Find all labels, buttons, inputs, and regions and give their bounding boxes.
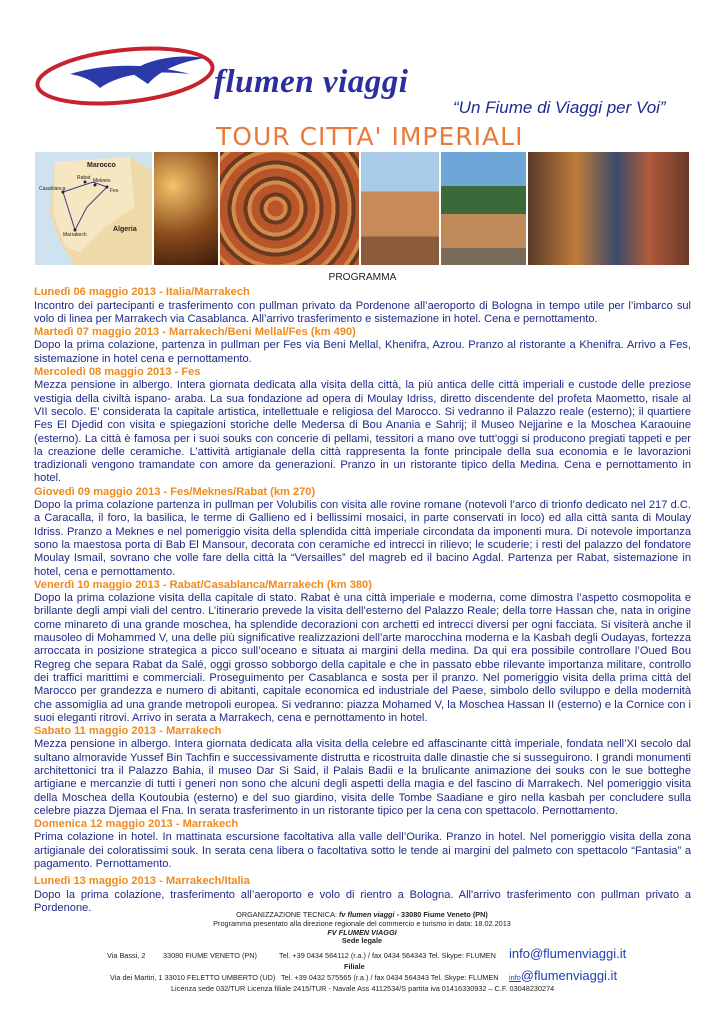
footer-org-suffix: - 33080 Fiume Veneto (PN) [394, 910, 488, 919]
day-heading: Lunedì 06 maggio 2013 - Italia/Marrakech [34, 286, 250, 299]
footer-programma: Programma presentato alla direzione regionale del commercio e turismo in data: 18.02.2013 [213, 918, 511, 928]
sede-addr: Via Bassi, 2 [107, 951, 146, 960]
map-label-fes: Fes [110, 188, 119, 194]
map-label-marrakech: Marrakech [63, 232, 87, 238]
filiale-addr: Via dei Martiri, 1 33010 FELETTO UMBERTO (UD) [110, 973, 276, 982]
day-text: Mezza pensione in albergo. Intera giornata dedicata alla visita della celebre ed affascinante città imperiale, fondata nell’XI secolo dal sultano almoravide Yussef Bin Tachfin e successivamente distrutta e ricostruita dalle dinastie che si susseguirono. I grandi monumenti architettonici tra il Palazzo Bahia, il museo Dar Si Said, il Palais Badii e la brulicante animazione dei souks con le sue botteghe artigiane e mercanzie di tutti i generi non sono che alcuni degli aspetti della magia e del fascino di Marrakech. Nel pomeriggio visita della Moschea della Koutoubia (esterno) e del suo giardino, visita delle Tombe Saadiane e giro nella kasbah per concludere sulla celebre piazza Djemaa el Fna. In serata trasferimento in un ristorante tipico per la cena con spettacolo. Pernottamento. [34, 738, 691, 817]
day-heading: Mercoledì 08 maggio 2013 - Fes [34, 366, 201, 379]
footer-sede-label [0, 937, 724, 946]
filiale-email-rest: @flumenviaggi.it [520, 968, 618, 983]
sede-email-link[interactable]: info@flumenviaggi.it [509, 946, 627, 961]
map-label-casablanca: Casablanca [39, 186, 66, 192]
license-line: Licenza sede 032/TUR Licenza filiale 2415/TUR - Navale Ass 4112534/S partita iva 01416330932 – C.F. 03048230274 [171, 984, 555, 993]
day-text: Dopo la prima colazione visita della capitale di stato. Rabat è una città imperiale e moderna, come dimostra l’aspetto cosmopolita e brillante degli ampi viali del centro. L’itinerario prevede la visita dell’esterno del Palazzo Reale; della torre Hassan che, nata in origine come minareto di una grande moschea, ha splendide decorazioni con archetti ed intrecci diversi per ogni facciata. Si visiterà anche il mausoleo di Mohammed V, una delle più significative realizzazioni dell’arte marocchina moderna e la Kasbah degli Oudayas, fortezza arroccata in posizione strategica a picco sull’oceano e situata ai margini della medina. Da qui era possibile controllare l’Oued Bou Regreg che separa Rabat da Salé, oggi grosso sobborgo della capitale e che in passato ebbe rilevante importanza militare, controllo dei traffici marittimi e commerciali. Proseguimento per Casablanca e sosta per il pranzo. Nel pomeriggio visita della prima città del Marocco per grandezza e numero di abitanti, capitale economica ed industriale del Paese, simbolo dello sviluppo e della modernità che assomiglia ad una grande metropoli europea. Si vedranno: piazza Mohamed V, la Moschea Hassan II (esterno) e la Cornice con i suoi eleganti ritrovi. Arrivo in serata a Marrakech, cena e pernottamento in hotel. [34, 592, 691, 724]
filiale-email-link[interactable] [509, 968, 617, 983]
day-text: Dopo la prima colazione, trasferimento all’aeroporto e volo di rientro a Bologna. All'arrivo trasferimento con pullman privato a Pordenone. [34, 888, 691, 914]
photo-souk-lamps [154, 152, 218, 265]
footer-org-prefix: ORGANIZZAZIONE TECNICA: [236, 910, 339, 919]
tour-title: TOUR CITTA' IMPERIALI [216, 122, 524, 151]
map-label-marocco: Marocco [87, 162, 116, 169]
filiale-tel: Tel. +39 0432 575565 (r.a.) / fax 0434 564343 Tel. Skype: FLUMEN [281, 973, 499, 982]
footer-company-name: FV FLUMEN VIAGGI [327, 927, 397, 937]
program [34, 271, 691, 915]
photo-market-crafts [528, 152, 689, 265]
day-text: Dopo la prima colazione, partenza in pullman per Fes via Beni Mellal, Khenifra, Azrou. Pranzo al ristorante a Khenifra. Arrivo a Fes, sistemazione in hotel cena e pernottamento. [34, 339, 691, 365]
day-text: Incontro dei partecipanti e trasferimento con pullman privato da Pordenone all’aeroporto di Bologna in tempo utile per l’imbarco sul volo di linea per Marrakech via Casablanca. All’arrivo trasferimento e sistemazione in hotel. Cena e pernottamento. [34, 299, 691, 325]
photo-palm-avenue [441, 152, 526, 265]
day-heading: Domenica 12 maggio 2013 - Marrakech [34, 818, 239, 831]
map-label-meknes: Meknes [93, 178, 111, 184]
footer [0, 911, 724, 946]
photo-tanneries [220, 152, 359, 265]
filiale-label [344, 962, 365, 971]
day-text: Dopo la prima colazione partenza in pullman per Volubilis con visita alle rovine romane (notevoli l’arco di trionfo dedicato nel 217 d.C. a Caracalla, il foro, la basilica, le terme di Gallieno ed i bellissimi mosaici, in parte conservati in loco) ed alla città santa di Moulay Idriss. Pranzo a Meknes e nel pomeriggio visita della splendida città imperiale circondata da imponenti mura. Di notevole importanza sono la maestosa porta di Bab El Mansour, decorata con ceramiche ed intrecci in rilievo; le scuderie; i resti del palazzo del fondatore Moulay Ismail, sovrano che volle fare della città la “Versailles” del magreb ed il bacino Agdal. Partenza per Rabat, sistemazione in hotel, cena e pernottamento. [34, 499, 691, 578]
sede-tel: Tel. +39 0434 564112 (r.a.) / fax 0434 564343 Tel. Skype: FLUMEN [279, 951, 496, 960]
program-heading: PROGRAMMA [328, 272, 397, 283]
filiale-label-text: Filiale [344, 962, 365, 971]
day-heading: Martedì 07 maggio 2013 - Marrakech/Beni Mellal/Fes (km 490) [34, 326, 356, 339]
day-heading: Venerdì 10 maggio 2013 - Rabat/Casablanca/Marrakech (km 380) [34, 578, 372, 591]
photo-strip [35, 152, 689, 265]
slogan: “Un Fiume di Viaggi per Voi” [453, 98, 666, 117]
day-heading: Lunedì 13 maggio 2013 - Marrakech/Italia [34, 875, 250, 888]
day-heading: Giovedì 09 maggio 2013 - Fes/Meknes/Rabat (km 270) [34, 485, 316, 498]
footer-org-name: fv flumen viaggi [339, 910, 395, 919]
day-text: Mezza pensione in albergo. Intera giornata dedicata alla visita della città, la più antica delle città imperiali e custode delle preziose vestigia della civiltà ispano- araba. La sua fondazione ad opera di Moulay Idriss, diretto discendente del profeta Maometto, risale al VII secolo. E’ considerata la capitale artistica, intellettuale e religiosa del Marocco. Si vedranno il Palazzo reale (esterno); il quartiere Fes El Djedid con visita e spiegazioni storiche delle Medersa di Bou Anania e Sahrij; il Museo Nejjarine e la Moschea Karaouine (esterno). La città è famosa per i suoi souks con concerie di pellami, tessitori a mano ove tutt’oggi si producono pregiati tappeti e per la creazione delle ceramiche. L’attività artigianale della città rappresenta la fonte principale della sua economia e le lavorazioni tradizionali vengono tramandate con amore da generazioni. Pranzo in un ristorante tipico della Medina. Cena e pernottamento in hotel. [34, 379, 691, 485]
map-label-algeria: Algeria [113, 226, 137, 233]
map-morocco [35, 152, 152, 265]
day-text: Prima colazione in hotel. In mattinata escursione facoltativa alla valle dell’Ourika. Pranzo in hotel. Nel pomeriggio visita della zona artigianale dei coloratissimi souk. In serata cena libera o facoltativa sotto le tende ai margini del palmeto con spettacolo “Fantasia” a pagamento. Pernottamento. [34, 831, 691, 871]
photo-city-walls [361, 152, 439, 265]
footer-sede-legale: Sede legale [341, 936, 383, 946]
day-heading: Sabato 11 maggio 2013 - Marrakech [34, 725, 222, 738]
sede-city: 33080 FIUME VENETO (PN) [163, 951, 257, 960]
filiale-email-prefix: info [509, 973, 521, 982]
map-label-rabat: Rabat [77, 175, 91, 181]
brand-name: flumen viaggi [214, 64, 409, 100]
